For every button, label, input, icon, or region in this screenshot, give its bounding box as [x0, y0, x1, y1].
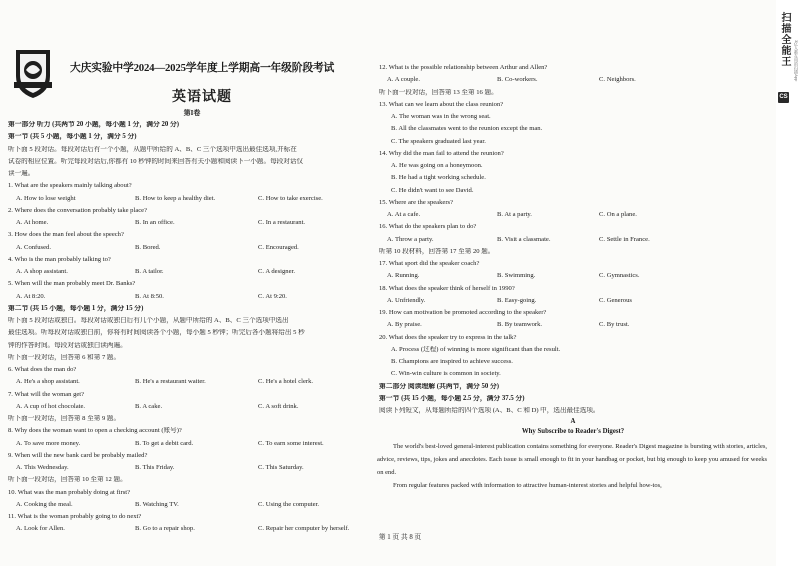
question-line: 听下面一段对话，回答第 6 和第 7 题。 [8, 353, 121, 361]
scanner-subtitle: 3亿人都在用的扫描App [794, 40, 799, 82]
answer-option: C. Generous [599, 296, 632, 304]
question-line: A. He was going on a honeymoon. [391, 162, 483, 169]
question-line: B. Champions are inspired to achieve success. [391, 358, 513, 365]
answer-option: C. Encouraged. [258, 243, 299, 251]
question-line: 15. Where are the speakers? [379, 198, 454, 206]
answer-option: B. A cake. [135, 402, 163, 410]
question-line: 试卷的相应位置。听完每段对话后,你都有 10 秒钟的时间来回答有关小题和阅读下一小题。每段对话仅 [8, 157, 304, 165]
question-line: A. The woman was in the wrong seat. [391, 113, 491, 120]
answer-option: C. Using the computer. [258, 500, 319, 508]
section-heading: 第二部分 阅读理解 (共两节，满分 50 分) [379, 382, 500, 390]
answer-option: A. A shop assistant. [16, 268, 68, 275]
answer-option: B. He's a restaurant waiter. [135, 378, 206, 386]
question-line: 8. Why does the woman want to open a checking account (账号)? [8, 427, 182, 435]
question-line: 16. What do the speakers plan to do? [379, 223, 477, 231]
question-line: 6. What does the man do? [8, 366, 77, 373]
subject-title: 英语试题 [172, 90, 232, 105]
answer-option: B. How to keep a healthy diet. [135, 194, 216, 202]
question-line: 听下面一段对话，回答第 13 至第 16 题。 [379, 88, 498, 96]
school-title: 大庆实验中学2024—2025学年度上学期高一年级阶段考试 [70, 62, 335, 74]
answer-option: A. At home. [16, 219, 49, 226]
scanner-watermark-strip [776, 0, 800, 566]
answer-option: B. At 8:50. [135, 292, 164, 300]
answer-option: A. Cooking the meal. [16, 500, 73, 508]
section-heading: 第二节 (共 15 小题，每小题 1 分，满分 15 分) [8, 304, 144, 312]
answer-option: B. Easy-going. [497, 296, 537, 304]
answer-option: A. At 8:20. [16, 292, 46, 300]
answer-option: C. Neighbors. [599, 76, 636, 84]
answer-option: A. Unfriendly. [387, 296, 426, 304]
question-line: 阅读下列短文，从每题所给的四个选项 (A、B、C 和 D) 中，选出最佳选项。 [379, 407, 600, 414]
page-footer: 第 1 页 共 8 页 [378, 534, 422, 541]
answer-option: A. A couple. [387, 76, 420, 84]
question-line: 钟的作答时间。每段对话或独白读两遍。 [8, 341, 127, 349]
answer-option: B. By teamwork. [497, 321, 543, 329]
answer-option: A. This Wednesday. [16, 464, 69, 471]
answer-option: B. Co-workers. [497, 76, 538, 84]
question-line: 听下面一段对话，回答第 8 至第 9 题。 [8, 415, 121, 422]
question-line: 最佳选项。听每段对话或独白前，你将有时间阅读各个小题，每小题 5 秒钟；听完后各小题将给出 5 秒 [8, 329, 305, 337]
answer-option: B. Go to a repair shop. [135, 525, 195, 533]
passage-paragraph: The world's best-loved general-interest publication contains something for everyone. Reader's Digest magazine is bursting with stories, articles, advice, reviews, tips, jokes and anecdotes. Each issue is small enough to fit in your handbag or pocket, but big enough to keep you amused for weeks on end. [377, 443, 767, 477]
school-emblem-icon [12, 46, 54, 100]
answer-option: C. Gymnastics. [599, 272, 640, 280]
answer-option: B. Visit a classmate. [497, 235, 551, 243]
answer-option: A. At a cafe. [387, 211, 421, 218]
answer-option: A. Look for Allen. [16, 525, 65, 533]
section-heading: 第一节 (共 15 小题，每小题 2.5 分，满分 37.5 分) [379, 394, 525, 402]
answer-option: B. In an office. [135, 219, 175, 226]
answer-option: B. At a party. [497, 211, 532, 218]
question-line: 18. What does the speaker think of herself in 1990? [379, 284, 515, 292]
answer-option: A. Running. [387, 272, 420, 280]
answer-option: C. On a plane. [599, 211, 637, 218]
question-line: 9. When will the new bank card be probably mailed? [8, 451, 148, 459]
answer-option: C. To earn some interest. [258, 439, 324, 447]
answer-option: B. To get a debit card. [135, 439, 194, 447]
question-line: 1. What are the speakers mainly talking about? [8, 182, 132, 190]
answer-option: B. Watching TV. [135, 500, 179, 508]
answer-option: A. Throw a party. [387, 235, 434, 243]
answer-option: A. To save more money. [16, 439, 81, 447]
scanner-badge-icon: CS [778, 92, 789, 103]
answer-option: C. At 9:20. [258, 292, 287, 300]
question-line: 20. What does the speaker try to express in the talk? [379, 333, 517, 341]
answer-option: C. How to take exercise. [258, 194, 323, 202]
question-line: 19. How can motivation be promoted according to the speaker? [379, 309, 547, 316]
question-line: 11. What is the woman probably going to do next? [8, 513, 142, 520]
answer-option: C. He's a hotel clerk. [258, 378, 314, 386]
answer-option: C. A soft drink. [258, 402, 299, 410]
answer-option: C. Settle in France. [599, 235, 650, 243]
answer-option: C. This Saturday. [258, 464, 304, 471]
part-label: 第I卷 [183, 109, 201, 117]
question-line: C. He didn't want to see David. [391, 186, 474, 194]
question-line: 2. Where does the conversation probably take place? [8, 206, 148, 214]
answer-option: A. A cup of hot chocolate. [16, 402, 86, 410]
question-line: C. Win-win culture is common in society. [391, 370, 501, 378]
question-line: C. The speakers graduated last year. [391, 137, 486, 145]
question-line: 17. What sport did the speaker coach? [379, 260, 480, 267]
answer-option: A. How to lose weight [16, 194, 76, 202]
question-line: 13. What can we learn about the class reunion? [379, 100, 504, 108]
question-line: 7. What will the woman get? [8, 390, 85, 398]
question-line: B. He had a tight working schedule. [391, 174, 486, 182]
answer-option: B. Swimming. [497, 272, 536, 280]
question-line: 12. What is the possible relationship between Arthur and Allen? [379, 64, 548, 71]
answer-option: A. He's a shop assistant. [16, 378, 80, 386]
answer-option: C. By trust. [599, 321, 630, 329]
question-line: 10. What was the man probably doing at first? [8, 488, 131, 496]
question-line: 听第 10 段材料，回答第 17 至第 20 题。 [379, 247, 495, 255]
section-heading: 第一部分 听力 (共两节 20 小题，每小题 1 分，满分 20 分) [8, 121, 180, 128]
answer-option: C. Repair her computer by herself. [258, 525, 350, 533]
question-line: 3. How does the man feel about the speech? [8, 231, 124, 239]
question-line: 听下面一段对话，回答第 10 至第 12 题。 [8, 476, 127, 484]
question-line: B. All the classmates went to the reunion except the man. [391, 125, 543, 133]
passage-title: Why Subscribe to Reader's Digest? [521, 428, 625, 436]
question-line: 读一遍。 [8, 170, 35, 177]
question-line: 14. Why did the man fail to attend the reunion? [379, 149, 504, 157]
question-line: 5. When will the man probably meet Dr. Banks? [8, 280, 136, 288]
question-line: 听下面 5 段对话。每段对话后有一个小题，从题中所给的 A、B、C 三个选项中选出最佳选项,并标在 [8, 145, 297, 153]
passage-paragraph: From regular features packed with information to attractive human-interest stories and helpful how-tos, [393, 482, 662, 490]
answer-option: C. In a restaurant. [258, 219, 306, 226]
section-heading: 第一节 (共 5 小题，每小题 1 分，满分 5 分) [8, 133, 137, 141]
answer-option: C. A designer. [258, 268, 295, 275]
answer-option: B. This Friday. [135, 464, 175, 471]
scanner-brand: 扫描全能王 [779, 12, 790, 67]
answer-option: B. A tailor. [135, 268, 164, 275]
question-line: A. Process (过程) of winning is more significant than the result. [391, 345, 561, 353]
question-line: 4. Who is the man probably talking to? [8, 255, 111, 263]
answer-option: B. Bored. [135, 243, 161, 251]
passage-letter: A [570, 418, 576, 426]
answer-option: A. Confused. [16, 243, 51, 251]
question-line: 听下面 5 段对话或独白。每段对话或独白后有几个小题，从题中所给的 A、B、C 三个选项中选出 [8, 317, 289, 324]
answer-option: A. By praise. [387, 321, 422, 329]
